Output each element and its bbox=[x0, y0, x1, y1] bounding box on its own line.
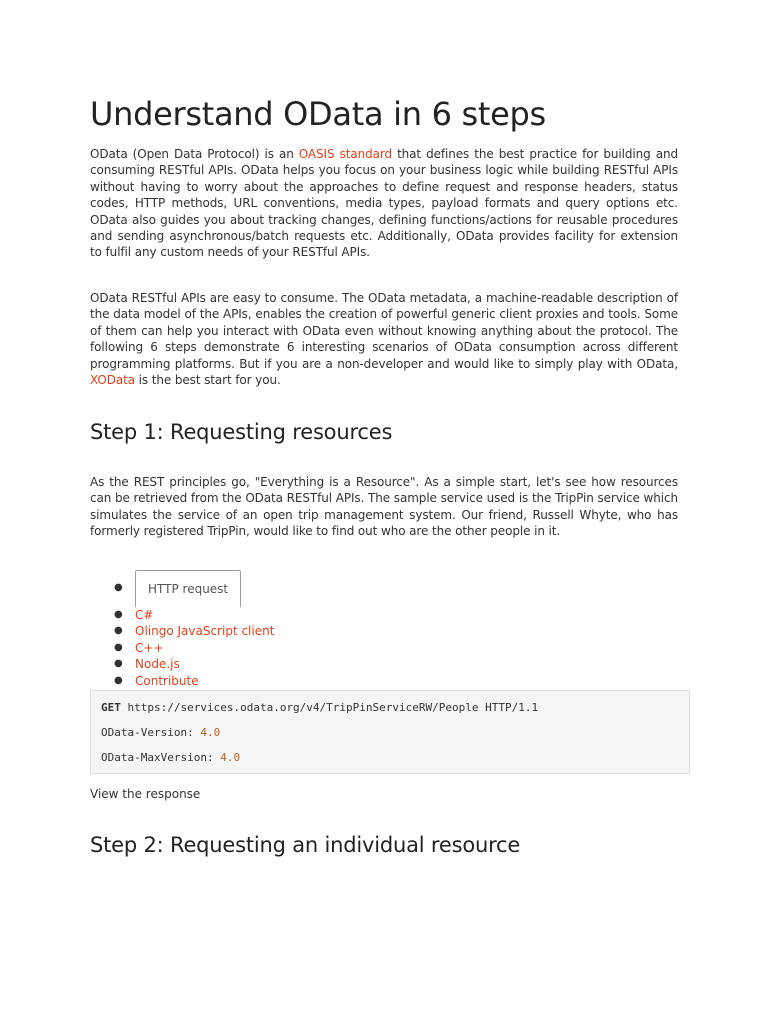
tab-csharp[interactable] bbox=[90, 607, 690, 623]
xodata-link[interactable]: XOData bbox=[90, 373, 135, 388]
page-title: Understand OData in 6 steps bbox=[90, 95, 546, 133]
tab-olingo-javascript[interactable] bbox=[90, 623, 690, 639]
view-response-link[interactable]: View the response bbox=[90, 787, 201, 801]
step1-paragraph: As the REST principles go, "Everything is a Resource". As a simple start, let's see how resources can be retrieved from the OData RESTful APIs. The sample service used is the TripPin service which simulates the service of an open trip management system. Our friend, Russell Whyte, who has formerly registered TripPin, would like to find out who are the other people in it. bbox=[90, 475, 678, 539]
tab-csharp-link[interactable]: C# bbox=[135, 608, 154, 622]
language-tabs bbox=[90, 570, 690, 689]
tab-http-request-label[interactable]: HTTP request bbox=[135, 570, 241, 607]
code-request-url: https://services.odata.org/v4/TripPinServiceRW/People HTTP/1.1 bbox=[120, 701, 539, 714]
oasis-standard-link[interactable]: OASIS standard bbox=[298, 147, 392, 161]
tab-olingo-javascript-link[interactable]: Olingo JavaScript client bbox=[135, 624, 275, 639]
bullet-icon: ● bbox=[114, 641, 123, 653]
code-colon: : bbox=[187, 726, 201, 739]
tab-contribute-link[interactable]: Contribute bbox=[135, 673, 199, 688]
code-line-odata-version bbox=[101, 724, 679, 749]
code-header-value: 4.0 bbox=[200, 726, 221, 739]
intro-paragraph-1 bbox=[90, 146, 678, 261]
intro-p1-text-after: that defines the best practice for building and consuming RESTful APIs. OData helps you focus on your business logic while building RESTful APIs without having to worry about the approaches to define request and response headers, status codes, HTTP methods, URL conventions, media types, payload formats and query options etc. OData also guides you about tracking changes, defining functions/actions for reusable procedures and sending asynchronous/batch requests etc. Additionally, OData provides facility for extension to fulfil any custom needs of your RESTful APIs. bbox=[90, 147, 679, 260]
intro-p2-text-before: OData RESTful APIs are easy to consume. The OData metadata, a machine-readable description of the data model of the APIs, enables the creation of powerful generic client proxies and tools. Some of them can help you interact with OData even without knowing anything about the protocol. The following 6 steps demonstrate 6 interesting scenarios of OData consumption across different programming platforms. But if you are a non-developer and would like to simply play with OData, bbox=[90, 291, 678, 371]
tab-cpp-link[interactable]: C++ bbox=[135, 640, 164, 655]
code-header-key: OData-Version bbox=[101, 726, 188, 739]
code-line-odata-maxversion bbox=[101, 749, 679, 774]
step1-heading: Step 1: Requesting resources bbox=[90, 420, 393, 444]
tab-nodejs[interactable] bbox=[90, 656, 690, 672]
code-http-method: GET bbox=[101, 701, 121, 714]
intro-p2-text-after: is the best start for you. bbox=[134, 373, 281, 388]
bullet-icon: ● bbox=[114, 582, 123, 593]
tab-cpp[interactable] bbox=[90, 640, 690, 656]
bullet-icon: ● bbox=[114, 625, 123, 637]
code-colon: : bbox=[206, 751, 221, 764]
tab-nodejs-link[interactable]: Node.js bbox=[135, 657, 180, 672]
intro-paragraph-2 bbox=[90, 290, 678, 388]
tab-http-request[interactable] bbox=[90, 570, 690, 607]
intro-p1-text-before: OData (Open Data Protocol) is an bbox=[90, 147, 299, 161]
bullet-icon: ● bbox=[114, 658, 123, 670]
bullet-icon: ● bbox=[114, 609, 123, 620]
code-header-value: 4.0 bbox=[220, 751, 241, 764]
bullet-icon: ● bbox=[114, 674, 123, 686]
http-request-code-block bbox=[90, 690, 690, 774]
tab-contribute[interactable] bbox=[90, 673, 690, 689]
step2-heading: Step 2: Requesting an individual resource bbox=[90, 833, 521, 857]
code-header-key: OData-MaxVersion bbox=[101, 751, 207, 764]
code-line-request bbox=[101, 699, 679, 724]
